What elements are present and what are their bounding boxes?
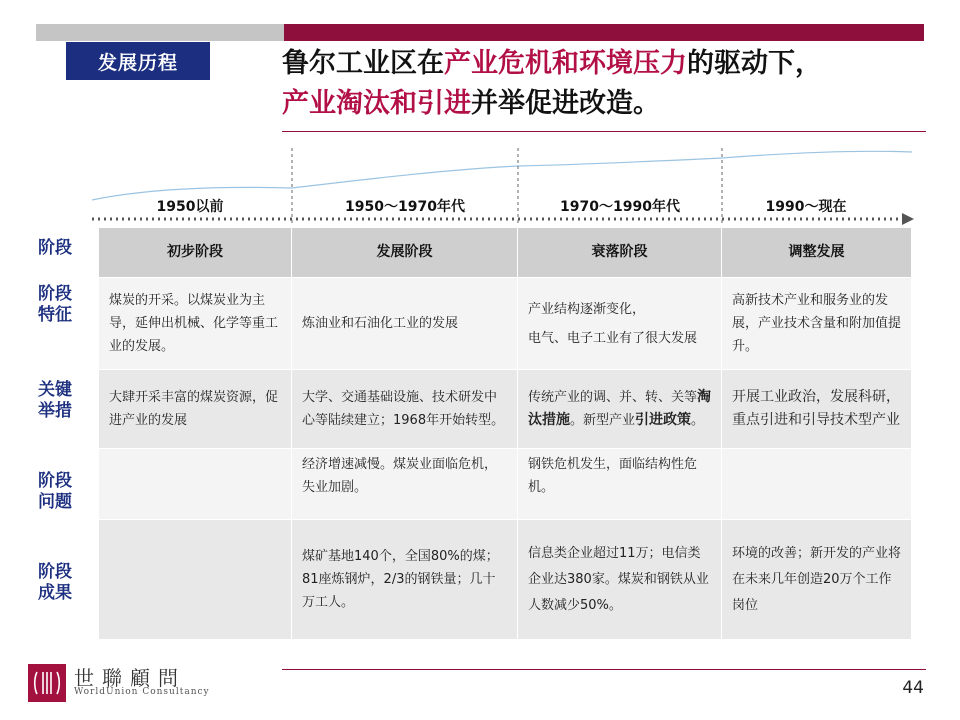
measures-cell <box>292 370 518 449</box>
cell-text: 煤炭的开采。以煤炭业为主导，延伸出机械、化学等重工业的发展。 <box>109 293 279 354</box>
row-label-feature: 阶段 特征 <box>38 284 72 325</box>
worldunion-logo-icon <box>28 664 66 702</box>
feature-cell <box>722 278 912 370</box>
problems-cell: 经济增速减慢。煤炭业面临危机，失业加剧。 <box>292 449 518 520</box>
stage-header: 衰落阶段 <box>518 228 722 278</box>
stage-header: 初步阶段 <box>99 228 292 278</box>
title-text: 并举促进改造。 <box>471 88 660 119</box>
measures-cell <box>722 370 912 449</box>
timeline-graphic <box>0 140 960 230</box>
cell-text: 炼油业和石油化工业的发展 <box>302 316 459 331</box>
logo-text-en: WorldUnion Consultancy <box>74 687 210 697</box>
period-label: 1990～现在 <box>765 199 847 215</box>
row-label-measures: 关键 举措 <box>38 380 72 421</box>
table-row-measures <box>99 370 912 449</box>
cell-text: 产业结构逐渐变化， <box>528 301 646 317</box>
cell-text-bold: 淘汰措施 <box>528 389 712 428</box>
title-line-2 <box>282 84 942 124</box>
stage-header: 调整发展 <box>722 228 912 278</box>
page-number: 44 <box>902 678 924 698</box>
title-highlight: 产业危机和环境压力 <box>444 48 687 79</box>
row-label-stage: 阶段 <box>38 238 72 258</box>
cell-text: 高新技术产业和服务业的发展，产业技术含量和附加值提升。 <box>732 293 902 354</box>
top-accent-bar-gray <box>36 24 284 41</box>
footer-divider <box>282 669 926 670</box>
title-divider <box>282 131 926 132</box>
table-row-results <box>99 520 912 640</box>
title-highlight: 产业淘汰和引进 <box>282 88 471 119</box>
row-label-problems: 阶段 问题 <box>38 471 72 512</box>
cell-text: 传统产业的调、并、转、关等 <box>528 390 698 405</box>
cell-text: 大肆开采丰富的煤炭资源，促进产业的发展 <box>109 390 279 428</box>
results-cell <box>99 520 292 640</box>
table-row-problems <box>99 449 912 520</box>
title-text: 的驱动下， <box>687 48 822 79</box>
top-accent-bar-red <box>284 24 924 41</box>
table-row-stage <box>99 228 912 278</box>
title-line-1 <box>282 44 942 84</box>
period-label: 1950～1970年代 <box>345 199 465 215</box>
cell-text: 电气、电子工业有了很大发展 <box>528 330 698 346</box>
table-row-feature <box>99 278 912 370</box>
feature-cell <box>99 278 292 370</box>
problems-cell <box>99 449 292 520</box>
stage-header: 发展阶段 <box>292 228 518 278</box>
results-cell: 煤矿基地140个，全国80%的煤； 81座炼钢炉，2/3的钢铁量；几十万工人。 <box>292 520 518 640</box>
results-cell: 信息类企业超过11万；电信类企业达380家。煤炭和钢铁从业人数减少50%。 <box>518 520 722 640</box>
problems-cell: 钢铁危机发生，面临结构性危机。 <box>518 449 722 520</box>
measures-cell <box>518 370 722 449</box>
logo-text-cn: 世聯顧問 <box>74 666 186 690</box>
results-cell: 环境的改善；新开发的产业将在未来几年创造20万个工作岗位 <box>722 520 912 640</box>
slide-title <box>282 44 942 124</box>
period-label: 1970～1990年代 <box>560 199 680 215</box>
stage-table <box>98 227 912 640</box>
cell-text: 。新型产业 <box>570 413 636 428</box>
cell-text-bold: 引进政策 <box>635 412 692 428</box>
period-label: 1950以前 <box>156 199 224 215</box>
timeline-curve <box>92 151 912 200</box>
cell-text-bold: 开展工业政治，发展科研，重点引进和引导技术型产业 <box>732 389 900 428</box>
cell-text: 大学、交通基础设施、技术研发中心等陆续建立；1968年开始转型。 <box>302 390 505 428</box>
section-tag: 发展历程 <box>66 42 210 80</box>
feature-cell <box>518 278 722 370</box>
cell-text: 。 <box>691 413 705 428</box>
title-text: 鲁尔工业区在 <box>282 48 444 79</box>
problems-cell <box>722 449 912 520</box>
row-label-results: 阶段 成果 <box>38 562 72 603</box>
measures-cell <box>99 370 292 449</box>
feature-cell <box>292 278 518 370</box>
